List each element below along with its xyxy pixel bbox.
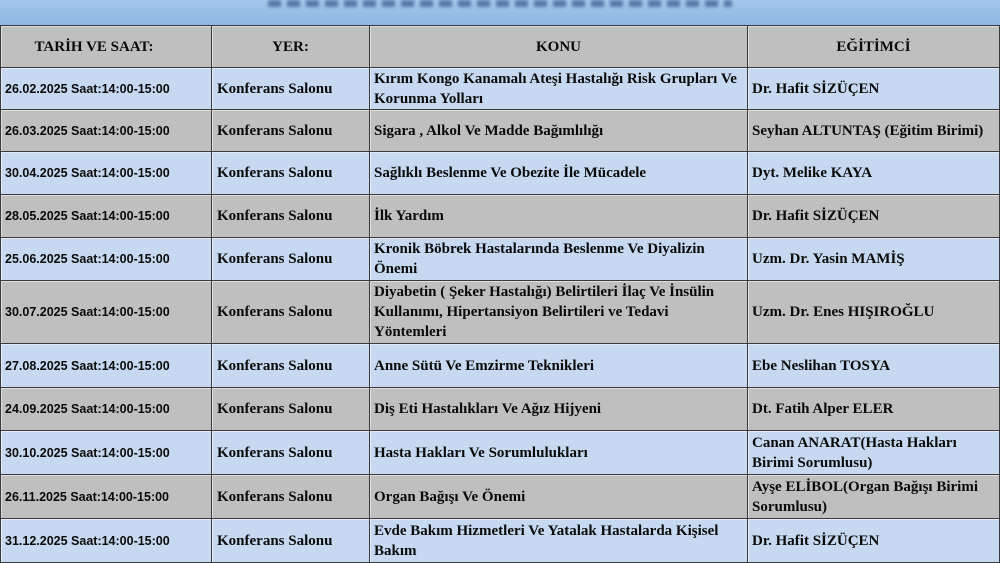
- topic-cell: Organ Bağışı Ve Önemi: [370, 475, 748, 519]
- schedule-table: [0, 26, 1000, 563]
- location-cell: Konferans Salonu: [212, 475, 370, 519]
- location-cell: Konferans Salonu: [212, 152, 370, 195]
- date-cell: 26.02.2025 Saat:14:00-15:00: [1, 68, 212, 110]
- table-row: [1, 431, 1000, 475]
- trainer-cell: Uzm. Dr. Enes HIŞIROĞLU: [748, 281, 1000, 344]
- date-cell: 27.08.2025 Saat:14:00-15:00: [1, 344, 212, 388]
- trainer-cell: Uzm. Dr. Yasin MAMİŞ: [748, 238, 1000, 281]
- topic-cell: Diyabetin ( Şeker Hastalığı) Belirtileri İlaç Ve İnsülin Kullanımı, Hipertansiyon Belirtileri ve Tedavi Yöntemleri: [370, 281, 748, 344]
- topic-cell: Sağlıklı Beslenme Ve Obezite İle Mücadele: [370, 152, 748, 195]
- date-cell: 31.12.2025 Saat:14:00-15:00: [1, 519, 212, 563]
- table-row: [1, 344, 1000, 388]
- trainer-cell: Dt. Fatih Alper ELER: [748, 388, 1000, 431]
- trainer-cell: Ayşe ELİBOL(Organ Bağışı Birimi Sorumlusu): [748, 475, 1000, 519]
- location-cell: Konferans Salonu: [212, 195, 370, 238]
- date-cell: 24.09.2025 Saat:14:00-15:00: [1, 388, 212, 431]
- table-row: [1, 519, 1000, 563]
- date-cell: 26.11.2025 Saat:14:00-15:00: [1, 475, 212, 519]
- blurred-title: [268, 0, 732, 7]
- trainer-cell: Dr. Hafit SİZÜÇEN: [748, 68, 1000, 110]
- trainer-cell: Ebe Neslihan TOSYA: [748, 344, 1000, 388]
- table-header-row: [1, 26, 1000, 68]
- table-row: [1, 152, 1000, 195]
- location-cell: Konferans Salonu: [212, 281, 370, 344]
- location-cell: Konferans Salonu: [212, 68, 370, 110]
- title-band: [0, 0, 1000, 26]
- table-row: [1, 110, 1000, 152]
- table-row: [1, 238, 1000, 281]
- date-cell: 25.06.2025 Saat:14:00-15:00: [1, 238, 212, 281]
- topic-cell: İlk Yardım: [370, 195, 748, 238]
- table-row: [1, 475, 1000, 519]
- location-cell: Konferans Salonu: [212, 388, 370, 431]
- date-cell: 28.05.2025 Saat:14:00-15:00: [1, 195, 212, 238]
- table-row: [1, 195, 1000, 238]
- location-cell: Konferans Salonu: [212, 344, 370, 388]
- header-date: TARİH VE SAAT:: [1, 26, 212, 68]
- trainer-cell: Dyt. Melike KAYA: [748, 152, 1000, 195]
- location-cell: Konferans Salonu: [212, 519, 370, 563]
- header-location: YER:: [212, 26, 370, 68]
- trainer-cell: Canan ANARAT(Hasta Hakları Birimi Sorumlusu): [748, 431, 1000, 475]
- location-cell: Konferans Salonu: [212, 110, 370, 152]
- trainer-cell: Dr. Hafit SİZÜÇEN: [748, 519, 1000, 563]
- location-cell: Konferans Salonu: [212, 431, 370, 475]
- trainer-cell: Dr. Hafit SİZÜÇEN: [748, 195, 1000, 238]
- trainer-cell: Seyhan ALTUNTAŞ (Eğitim Birimi): [748, 110, 1000, 152]
- table-row: [1, 68, 1000, 110]
- table-row: [1, 281, 1000, 344]
- topic-cell: Kronik Böbrek Hastalarında Beslenme Ve Diyalizin Önemi: [370, 238, 748, 281]
- date-cell: 30.04.2025 Saat:14:00-15:00: [1, 152, 212, 195]
- topic-cell: Sigara , Alkol Ve Madde Bağımlılığı: [370, 110, 748, 152]
- location-cell: Konferans Salonu: [212, 238, 370, 281]
- header-trainer: EĞİTİMCİ: [748, 26, 1000, 68]
- topic-cell: Diş Eti Hastalıkları Ve Ağız Hijyeni: [370, 388, 748, 431]
- header-topic: KONU: [370, 26, 748, 68]
- date-cell: 30.10.2025 Saat:14:00-15:00: [1, 431, 212, 475]
- date-cell: 30.07.2025 Saat:14:00-15:00: [1, 281, 212, 344]
- topic-cell: Evde Bakım Hizmetleri Ve Yatalak Hastalarda Kişisel Bakım: [370, 519, 748, 563]
- date-cell: 26.03.2025 Saat:14:00-15:00: [1, 110, 212, 152]
- topic-cell: Anne Sütü Ve Emzirme Teknikleri: [370, 344, 748, 388]
- table-row: [1, 388, 1000, 431]
- topic-cell: Kırım Kongo Kanamalı Ateşi Hastalığı Risk Grupları Ve Korunma Yolları: [370, 68, 748, 110]
- topic-cell: Hasta Hakları Ve Sorumlulukları: [370, 431, 748, 475]
